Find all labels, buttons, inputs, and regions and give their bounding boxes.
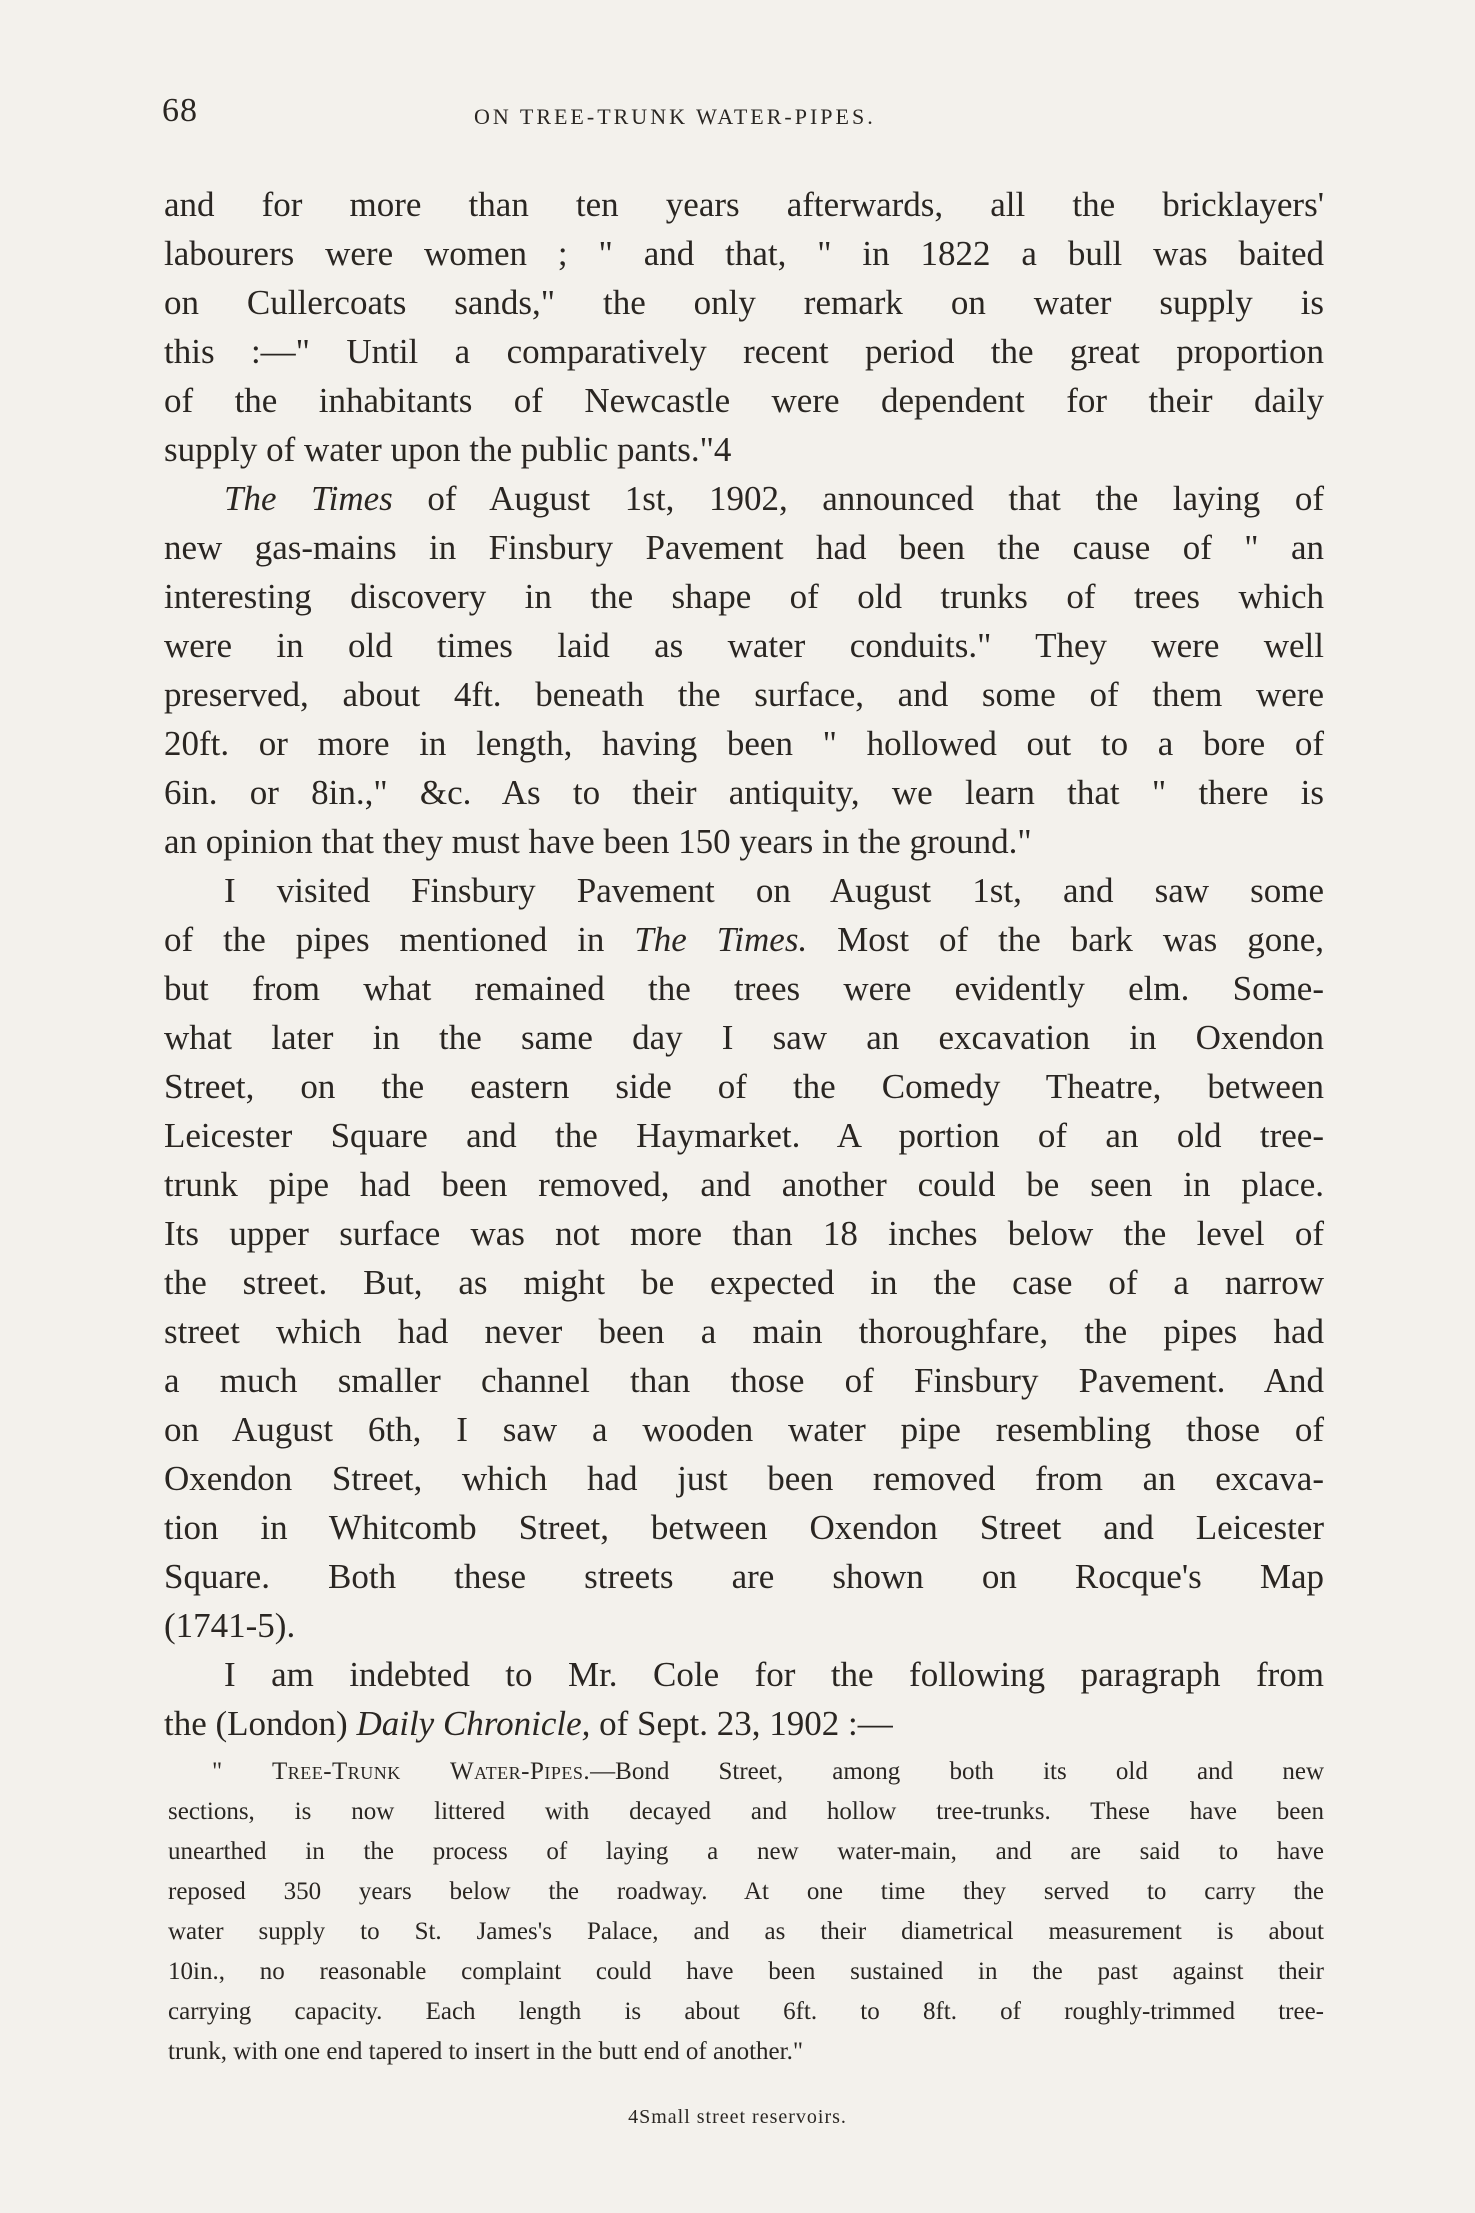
text-line: new gas-mains in Finsbury Pavement had been the cause of " an — [164, 528, 1324, 567]
text-run: Most of the bark was gone, — [807, 920, 1324, 959]
quote-line: reposed 350 years below the roadway. At one time they served to carry the — [168, 1878, 1324, 1905]
text-line — [164, 474, 1324, 523]
text-run: of the pipes mentioned in — [164, 920, 635, 959]
quote-line: unearthed in the process of laying a new water-main, and are said to have — [168, 1838, 1324, 1865]
italic-title: The Times — [224, 479, 393, 518]
paragraph-2 — [164, 474, 1324, 866]
quote-line: 10in., no reasonable complaint could have been sustained in the past against their — [168, 1958, 1324, 1985]
text-line: 20ft. or more in length, having been " hollowed out to a bore of — [164, 724, 1324, 763]
italic-title: The Times. — [634, 920, 808, 959]
text-line: preserved, about 4ft. beneath the surface, and some of them were — [164, 675, 1324, 714]
text-line: but from what remained the trees were evidently elm. Some- — [164, 969, 1324, 1008]
text-line: were in old times laid as water conduits." They were well — [164, 626, 1324, 665]
running-head: ON TREE-TRUNK WATER-PIPES. — [474, 104, 876, 129]
block-quote — [168, 1752, 1324, 2072]
quote-line: trunk, with one end tapered to insert in the butt end of another." — [168, 2038, 804, 2065]
footnote: 4Small street reservoirs. — [628, 2106, 847, 2128]
text-line: what later in the same day I saw an excavation in Oxendon — [164, 1018, 1324, 1057]
text-line: on Cullercoats sands," the only remark on water supply is — [164, 283, 1324, 322]
text-line: Leicester Square and the Haymarket. A portion of an old tree- — [164, 1116, 1324, 1155]
text-line: Square. Both these streets are shown on Rocque's Map — [164, 1557, 1324, 1596]
text-run: of August 1st, 1902, announced that the laying of — [392, 479, 1324, 518]
text-line: interesting discovery in the shape of old trunks of trees which — [164, 577, 1324, 616]
text-line: street which had never been a main thoroughfare, the pipes had — [164, 1312, 1324, 1351]
text-line: (1741-5). — [164, 1606, 296, 1645]
quote-line: carrying capacity. Each length is about 6ft. to 8ft. of roughly-trimmed tree- — [168, 1998, 1324, 2025]
page-number: 68 — [162, 92, 198, 129]
quote-line — [168, 1752, 1324, 1792]
text-run: of Sept. 23, 1902 :— — [590, 1704, 893, 1743]
quote-line: water supply to St. James's Palace, and as their diametrical measurement is about — [168, 1918, 1324, 1945]
text-line: supply of water upon the public pants."4 — [164, 430, 732, 469]
text-line: Street, on the eastern side of the Comedy Theatre, between — [164, 1067, 1324, 1106]
italic-title: Daily Chronicle, — [356, 1704, 591, 1743]
text-line: labourers were women ; " and that, " in 1822 a bull was baited — [164, 234, 1324, 273]
text-line — [164, 915, 1324, 964]
paragraph-1 — [164, 180, 1324, 474]
text-line: of the inhabitants of Newcastle were dependent for their daily — [164, 381, 1324, 420]
quote-title: " Tree-Trunk Water-Pipes. — [212, 1758, 591, 1785]
text-line — [164, 1699, 1324, 1748]
text-line: on August 6th, I saw a wooden water pipe resembling those of — [164, 1410, 1324, 1449]
text-line: a much smaller channel than those of Finsbury Pavement. And — [164, 1361, 1324, 1400]
body-text — [164, 180, 1324, 1748]
paragraph-4 — [164, 1650, 1324, 1748]
text-line: I am indebted to Mr. Cole for the following paragraph from — [224, 1655, 1324, 1694]
text-run: the (London) — [164, 1704, 357, 1743]
text-line: I visited Finsbury Pavement on August 1st, and saw some — [224, 871, 1324, 910]
text-line: the street. But, as might be expected in the case of a narrow — [164, 1263, 1324, 1302]
text-line: Its upper surface was not more than 18 inches below the level of — [164, 1214, 1324, 1253]
page-header — [162, 92, 1324, 142]
quote-line: sections, is now littered with decayed and hollow tree-trunks. These have been — [168, 1798, 1324, 1825]
text-run: —Bond Street, among both its old and new — [590, 1758, 1324, 1785]
text-line: trunk pipe had been removed, and another could be seen in place. — [164, 1165, 1324, 1204]
text-line: an opinion that they must have been 150 years in the ground." — [164, 822, 1032, 861]
text-line: 6in. or 8in.," &c. As to their antiquity, we learn that " there is — [164, 773, 1324, 812]
text-line: and for more than ten years afterwards, all the bricklayers' — [164, 185, 1324, 224]
text-line: tion in Whitcomb Street, between Oxendon Street and Leicester — [164, 1508, 1324, 1547]
text-line: Oxendon Street, which had just been removed from an excava- — [164, 1459, 1324, 1498]
paragraph-3 — [164, 866, 1324, 1650]
text-line: this :—" Until a comparatively recent period the great proportion — [164, 332, 1324, 371]
